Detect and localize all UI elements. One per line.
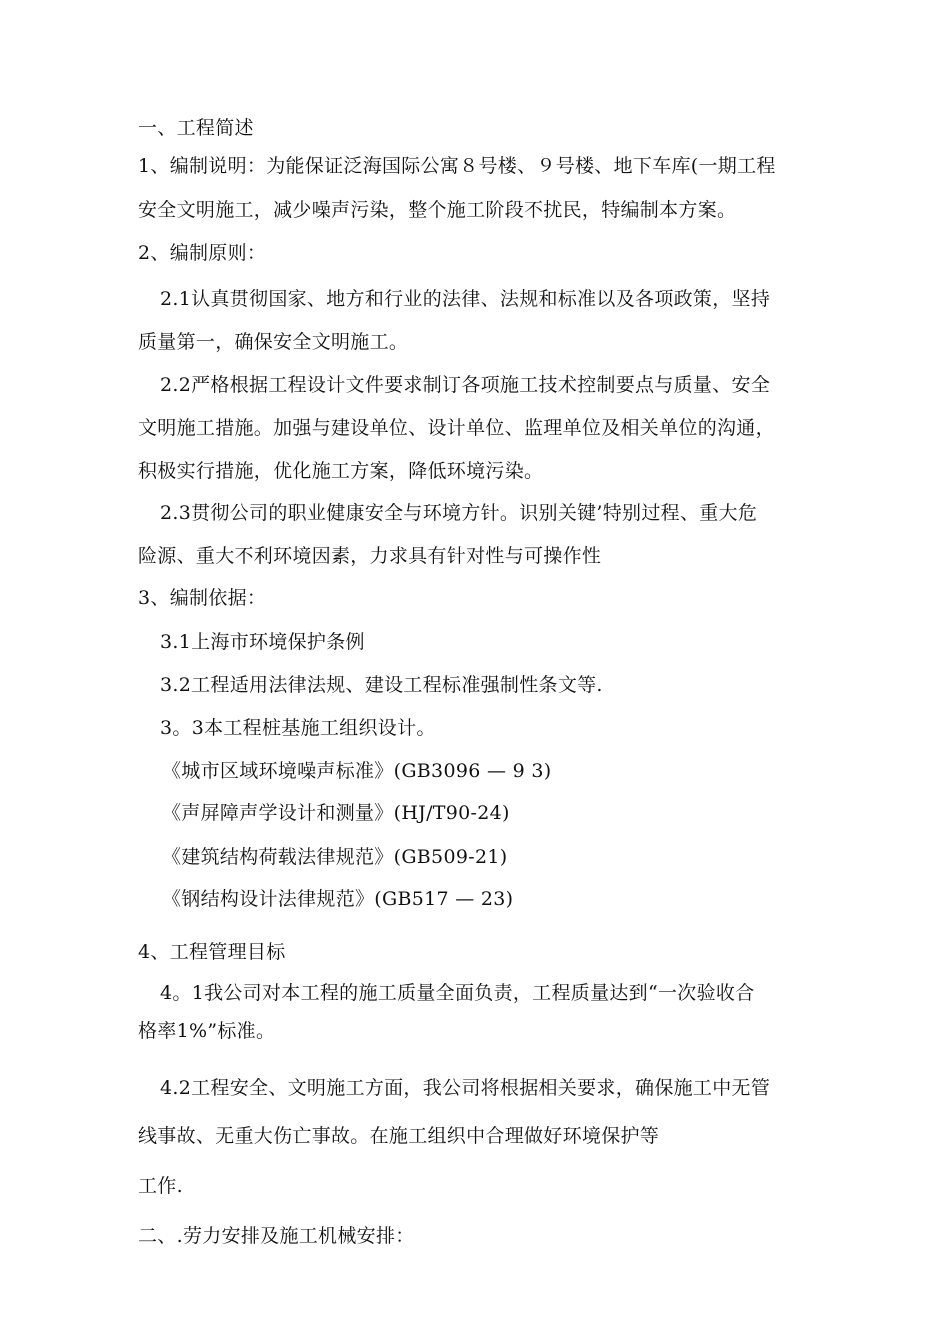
paragraph-line: 2.1认真贯彻国家、地方和行业的法律、法规和标准以及各项政策，坚持 xyxy=(160,288,771,310)
paragraph-line: 2.2严格根据工程设计文件要求制订各项施工技术控制要点与质量、安全 xyxy=(160,374,771,396)
paragraph-line: 安全文明施工，减少噪声污染，整个施工阶段不扰民，特编制本方案。 xyxy=(138,199,737,221)
list-item: 3.1上海市环境保护条例 xyxy=(160,631,365,653)
reference-item: 《声屏障声学设计和测量》(HJ/T90-24) xyxy=(162,802,510,824)
paragraph-line: 1、编制说明：为能保证泛海国际公寓８号楼、９号楼、地下车库(一期工程 xyxy=(138,155,776,177)
reference-item: 《建筑结构荷载法律规范》(GB509-21) xyxy=(162,846,508,868)
heading-labor-arrangement: 二、.劳力安排及施工机械安排： xyxy=(138,1225,415,1247)
paragraph-line: 线事故、无重大伤亡事故。在施工组织中合理做好环境保护等 xyxy=(138,1125,660,1147)
section-heading: 3、编制依据： xyxy=(138,587,267,609)
paragraph-line: 文明施工措施。加强与建设单位、设计单位、监理单位及相关单位的沟通， xyxy=(138,417,775,439)
heading-project-overview: 一、工程简述 xyxy=(138,117,254,139)
paragraph-line: 险源、重大不利环境因素，力求具有针对性与可操作性 xyxy=(138,545,602,567)
paragraph-line: 4.2工程安全、文明施工方面，我公司将根据相关要求，确保施工中无管 xyxy=(160,1077,771,1099)
paragraph-line: 4。1我公司对本工程的施工质量全面负责，工程质量达到“一次验收合 xyxy=(160,982,755,1004)
paragraph-line: 工作. xyxy=(138,1175,183,1197)
reference-item: 《钢结构设计法律规范》(GB517 — 23) xyxy=(162,888,514,910)
paragraph-line: 格率1%”标准。 xyxy=(138,1020,276,1042)
reference-item: 《城市区域环境噪声标准》(GB3096 — 9 3) xyxy=(162,760,552,782)
list-item: 3.2工程适用法律法规、建设工程标准强制性条文等. xyxy=(160,674,603,696)
paragraph-line: 积极实行措施，优化施工方案，降低环境污染。 xyxy=(138,460,544,482)
section-heading: 2、编制原则： xyxy=(138,242,267,264)
list-item: 3。3本工程桩基施工组织设计。 xyxy=(160,717,436,739)
paragraph-line: 质量第一，确保安全文明施工。 xyxy=(138,331,409,353)
paragraph-line: 2.3贯彻公司的职业健康安全与环境方针。识别关键’特别过程、重大危 xyxy=(160,502,758,524)
section-heading: 4、工程管理目标 xyxy=(138,941,286,963)
